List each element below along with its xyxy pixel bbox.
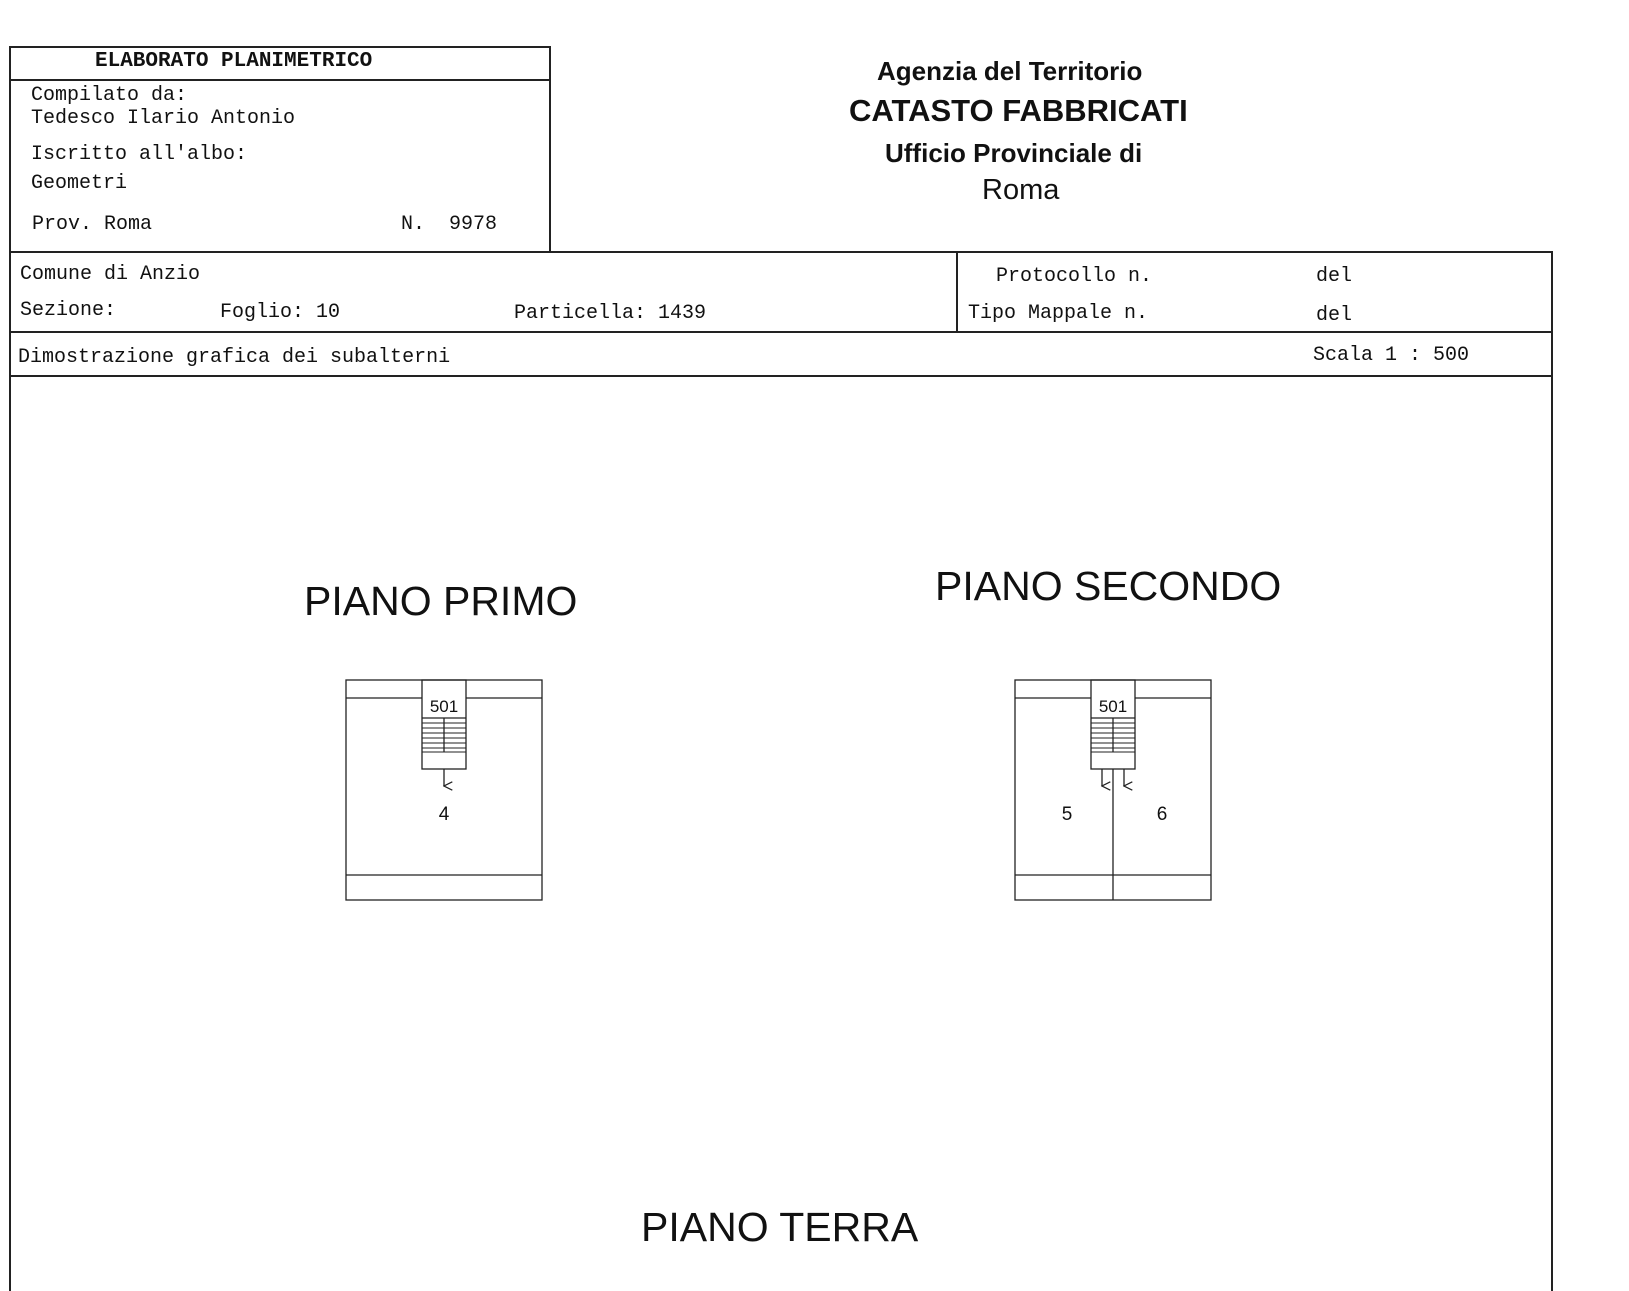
plan-title-primo: PIANO PRIMO <box>304 578 578 624</box>
compiled-by-name: Tedesco Ilario Antonio <box>31 107 296 130</box>
province: Prov. Roma <box>32 213 153 236</box>
registered-value: Geometri <box>31 172 128 195</box>
plan-title-secondo: PIANO SECONDO <box>935 563 1282 609</box>
protocollo-label: Protocollo n. <box>996 265 1153 288</box>
plan-title-terra: PIANO TERRA <box>641 1204 919 1250</box>
plan-secondo-unit-5: 5 <box>1061 804 1073 825</box>
comune: Comune di Anzio <box>20 263 201 286</box>
agency-name: Agenzia del Territorio <box>877 56 1143 86</box>
description-text: Dimostrazione grafica dei subalterni <box>18 346 451 369</box>
registration-number: N. 9978 <box>401 213 498 236</box>
office-label: Ufficio Provinciale di <box>885 138 1143 168</box>
foglio: Foglio: 10 <box>220 301 341 324</box>
plan-primo-stair-label: 501 <box>429 697 459 716</box>
sezione: Sezione: <box>20 299 117 322</box>
office-city: Roma <box>982 174 1060 206</box>
registered-label: Iscritto all'albo: <box>31 143 248 166</box>
scale-label: Scala 1 : 500 <box>1313 344 1470 367</box>
particella: Particella: 1439 <box>514 302 707 325</box>
plan-primo-unit-4: 4 <box>438 804 450 825</box>
tipo-mappale-label: Tipo Mappale n. <box>968 302 1149 325</box>
compiled-by-label: Compilato da: <box>31 84 188 107</box>
plan-secondo-unit-6: 6 <box>1156 804 1168 825</box>
header-title: ELABORATO PLANIMETRICO <box>95 50 373 73</box>
tipo-mappale-del: del <box>1316 304 1353 327</box>
protocollo-del: del <box>1316 265 1353 288</box>
catasto-title: CATASTO FABBRICATI <box>849 93 1188 128</box>
plan-secondo-stair-label: 501 <box>1098 697 1128 716</box>
